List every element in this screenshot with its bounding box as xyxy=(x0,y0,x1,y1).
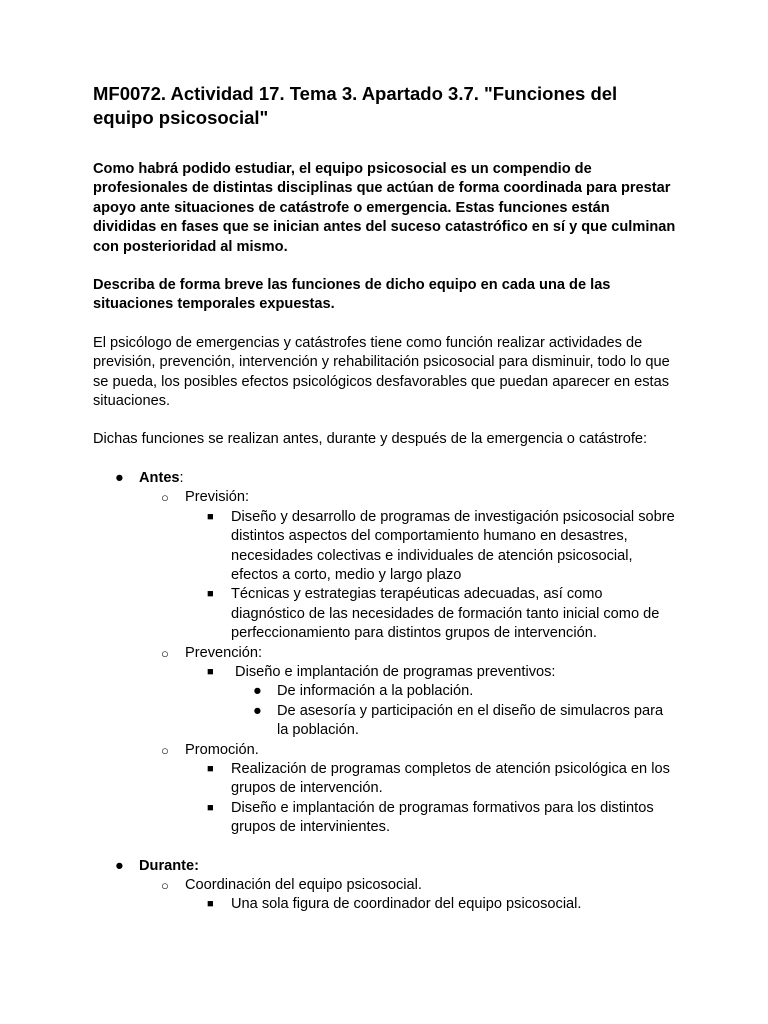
promocion-item xyxy=(139,741,676,838)
list-item xyxy=(185,799,676,838)
list-item xyxy=(185,760,676,799)
prevision-item xyxy=(139,488,676,643)
square-bullet: ■ xyxy=(207,665,214,678)
disc-bullet: ● xyxy=(115,857,124,874)
list-item-text: Diseño e implantación de programas formativos para los distintos grupos de intervinientes. xyxy=(231,799,654,836)
square-bullet: ■ xyxy=(207,510,214,523)
phase-antes-colon: : xyxy=(179,469,184,486)
phase-antes-label: Antes xyxy=(139,469,180,486)
promocion-label: Promoción. xyxy=(185,741,259,758)
antes-sublist xyxy=(139,488,676,837)
document-title: MF0072. Actividad 17. Tema 3. Apartado 3.7. "Funciones del equipo psicosocial" xyxy=(93,83,618,128)
answer-paragraph-2: Dichas funciones se realizan antes, durante y después de la emergencia o catástrofe: xyxy=(93,431,648,448)
list-item xyxy=(185,895,676,914)
circle-bullet: ○ xyxy=(161,878,169,893)
list-item xyxy=(231,682,676,701)
list-item xyxy=(185,585,676,643)
list-item-text: Técnicas y estrategias terapéuticas adecuadas, así como diagnóstico de las necesidades de formación tanto inicial como de perfeccionamiento para distintos grupos de intervención. xyxy=(231,586,660,642)
list-item-text: De información a la población. xyxy=(277,683,474,700)
durante-sublist xyxy=(139,876,676,915)
disc-bullet: ● xyxy=(253,702,262,719)
coordinacion-label: Coordinación del equipo psicosocial. xyxy=(185,877,422,893)
prevencion-sublist xyxy=(231,682,676,740)
list-item-text: Diseño y desarrollo de programas de investigación psicosocial sobre distintos aspectos del comportamiento humano en desastres, necesidades colectivas e individuales de atención psicosocial, efectos a corto, medio y largo plazo xyxy=(231,508,675,583)
coordinacion-item xyxy=(139,876,676,915)
list-item xyxy=(185,508,676,586)
square-bullet: ■ xyxy=(207,801,214,814)
coordinacion-list xyxy=(185,895,676,914)
circle-bullet: ○ xyxy=(161,645,169,661)
prevencion-list xyxy=(185,663,676,741)
promocion-list xyxy=(185,760,676,838)
circle-bullet: ○ xyxy=(161,490,169,506)
prevision-label: Previsión: xyxy=(185,489,250,506)
square-bullet: ■ xyxy=(207,898,214,911)
prevision-list xyxy=(185,508,676,644)
answer-paragraph-1: El psicólogo de emergencias y catástrofes tiene como función realizar actividades de previsión, prevención, intervención y rehabilitación psicosocial para disminuir, todo lo que se pueda, los posibles efectos psicológicos desfavorables que puedan aparecer en estas situaciones. xyxy=(93,334,670,410)
list-item-text: Diseño e implantación de programas preventivos: xyxy=(231,663,556,680)
square-bullet: ■ xyxy=(207,588,214,601)
list-item-text: Una sola figura de coordinador del equipo psicosocial. xyxy=(231,896,582,913)
intro-paragraph: Como habrá podido estudiar, el equipo psicosocial es un compendio de profesionales de distintas disciplinas que actúan de forma coordinada para prestar apoyo ante situaciones de catástrofe o emergencia. Estas funciones están divididas en fases que se inician antes del suceso catastrófico en sí y que culminan con posterioridad al mismo. xyxy=(93,161,676,255)
square-bullet: ■ xyxy=(207,762,214,775)
phase-antes xyxy=(93,469,676,838)
question-paragraph: Describa de forma breve las funciones de dicho equipo en cada una de las situaciones temporales expuestas. xyxy=(93,277,611,313)
disc-bullet: ● xyxy=(115,469,124,486)
list-item xyxy=(185,663,676,741)
prevencion-item xyxy=(139,644,676,741)
list-item-text: Realización de programas completos de atención psicológica en los grupos de intervención. xyxy=(231,760,670,797)
list-item-text: De asesoría y participación en el diseño de simulacros para la población. xyxy=(277,702,664,739)
prevencion-label: Prevención: xyxy=(185,644,263,661)
disc-bullet: ● xyxy=(253,683,262,700)
phases-list xyxy=(93,469,676,915)
circle-bullet: ○ xyxy=(161,742,169,758)
phase-durante xyxy=(93,857,676,915)
list-item xyxy=(231,702,676,741)
phase-durante-label: Durante: xyxy=(139,857,199,874)
